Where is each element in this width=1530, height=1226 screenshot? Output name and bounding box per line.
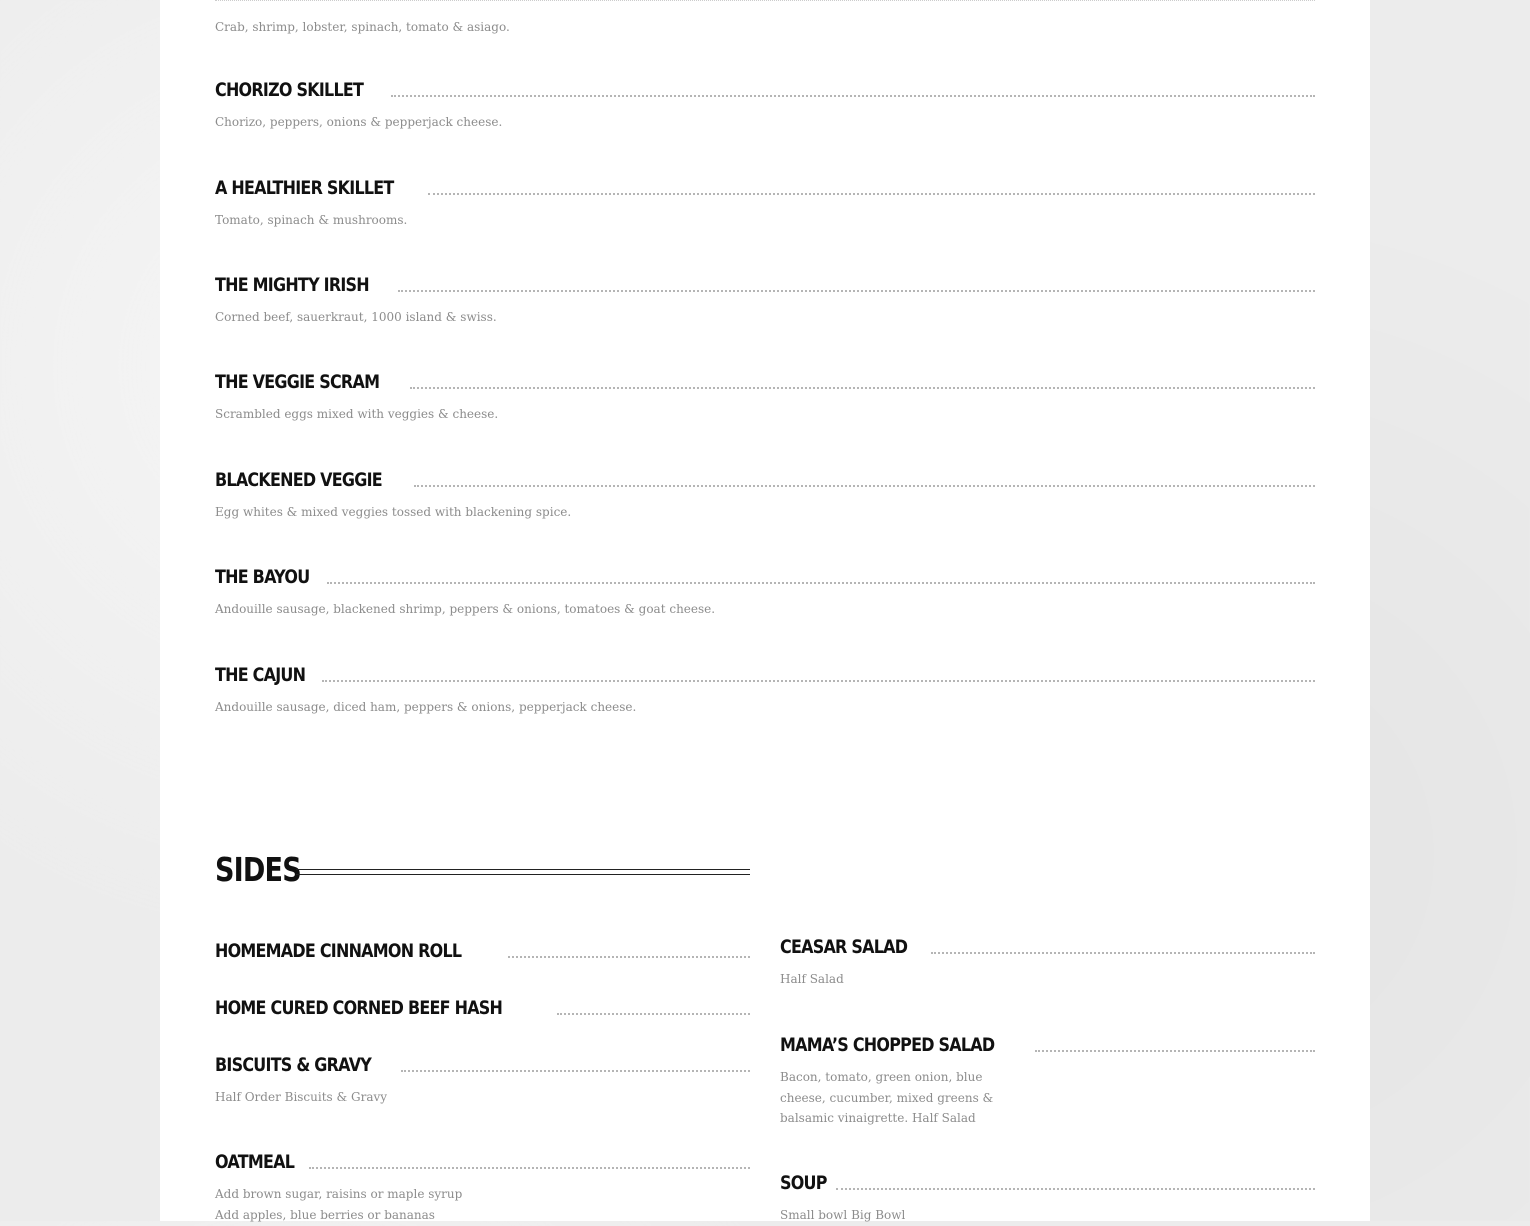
menu-item <box>215 1051 750 1108</box>
item-description: Egg whites & mixed veggies tossed with blackening spice. <box>215 505 572 519</box>
dot-leader <box>309 1167 750 1169</box>
item-description: Crab, shrimp, lobster, spinach, tomato & asiago. <box>215 20 510 34</box>
menu-item <box>215 76 1315 133</box>
dot-leader <box>398 290 1315 292</box>
item-description: Andouille sausage, blackened shrimp, peppers & onions, tomatoes & goat cheese. <box>215 602 716 616</box>
menu-item <box>215 368 1315 425</box>
dot-leader <box>410 387 1315 389</box>
item-description: Bacon, tomato, green onion, blue cheese, cucumber, mixed greens & balsamic vinaigrette. Half Salad <box>780 1070 994 1125</box>
item-title: BLACKENED VEGGIE <box>215 469 382 491</box>
item-title: SOUP <box>780 1172 827 1194</box>
item-description: Half Order Biscuits & Gravy <box>215 1090 388 1104</box>
item-description: Small bowl Big Bowl <box>780 1208 906 1222</box>
section-rule <box>296 869 750 875</box>
item-title: THE VEGGIE SCRAM <box>215 371 380 393</box>
menu-item <box>215 466 1315 523</box>
dot-leader <box>557 1013 750 1015</box>
dot-leader <box>401 1070 750 1072</box>
divider <box>215 0 1315 1</box>
item-title: THE BAYOU <box>215 566 310 588</box>
menu-item <box>215 994 750 1020</box>
dot-leader <box>327 582 1315 584</box>
dot-leader <box>931 952 1315 954</box>
item-description: Corned beef, sauerkraut, 1000 island & swiss. <box>215 310 497 324</box>
item-description: Scrambled eggs mixed with veggies & cheese. <box>215 407 499 421</box>
dot-leader <box>1035 1050 1315 1052</box>
item-title: CHORIZO SKILLET <box>215 79 364 101</box>
dot-leader <box>391 95 1315 97</box>
item-title: THE CAJUN <box>215 664 306 686</box>
dot-leader <box>428 193 1315 195</box>
item-title: A HEALTHIER SKILLET <box>215 177 394 199</box>
dot-leader <box>414 485 1315 487</box>
menu-item <box>215 17 1315 38</box>
dot-leader <box>836 1188 1315 1190</box>
item-description: Chorizo, peppers, onions & pepperjack cheese. <box>215 115 503 129</box>
item-description: Tomato, spinach & mushrooms. <box>215 213 408 227</box>
item-description: Half Salad <box>780 972 844 986</box>
item-title: BISCUITS & GRAVY <box>215 1054 372 1076</box>
item-title: CEASAR SALAD <box>780 936 908 958</box>
dot-leader <box>508 956 750 958</box>
dot-leader <box>322 680 1315 682</box>
item-description: Andouille sausage, diced ham, peppers & onions, pepperjack cheese. <box>215 700 637 714</box>
menu-item <box>780 933 1315 990</box>
section-heading: SIDES <box>215 850 301 889</box>
item-title: HOMEMADE CINNAMON ROLL <box>215 940 462 962</box>
item-title: THE MIGHTY IRISH <box>215 274 369 296</box>
menu-item <box>215 661 1315 718</box>
item-title: HOME CURED CORNED BEEF HASH <box>215 997 503 1019</box>
menu-item <box>780 1169 1315 1226</box>
menu-item <box>215 174 1315 231</box>
menu-item <box>215 563 1315 620</box>
item-description: Add brown sugar, raisins or maple syrup Add apples, blue berries or bananas <box>215 1187 463 1222</box>
item-title: MAMA’S CHOPPED SALAD <box>780 1034 995 1056</box>
menu-item <box>215 937 750 963</box>
item-title: OATMEAL <box>215 1151 295 1173</box>
menu-item <box>780 1031 1315 1129</box>
menu-item <box>215 271 1315 328</box>
menu-item <box>215 1148 750 1225</box>
